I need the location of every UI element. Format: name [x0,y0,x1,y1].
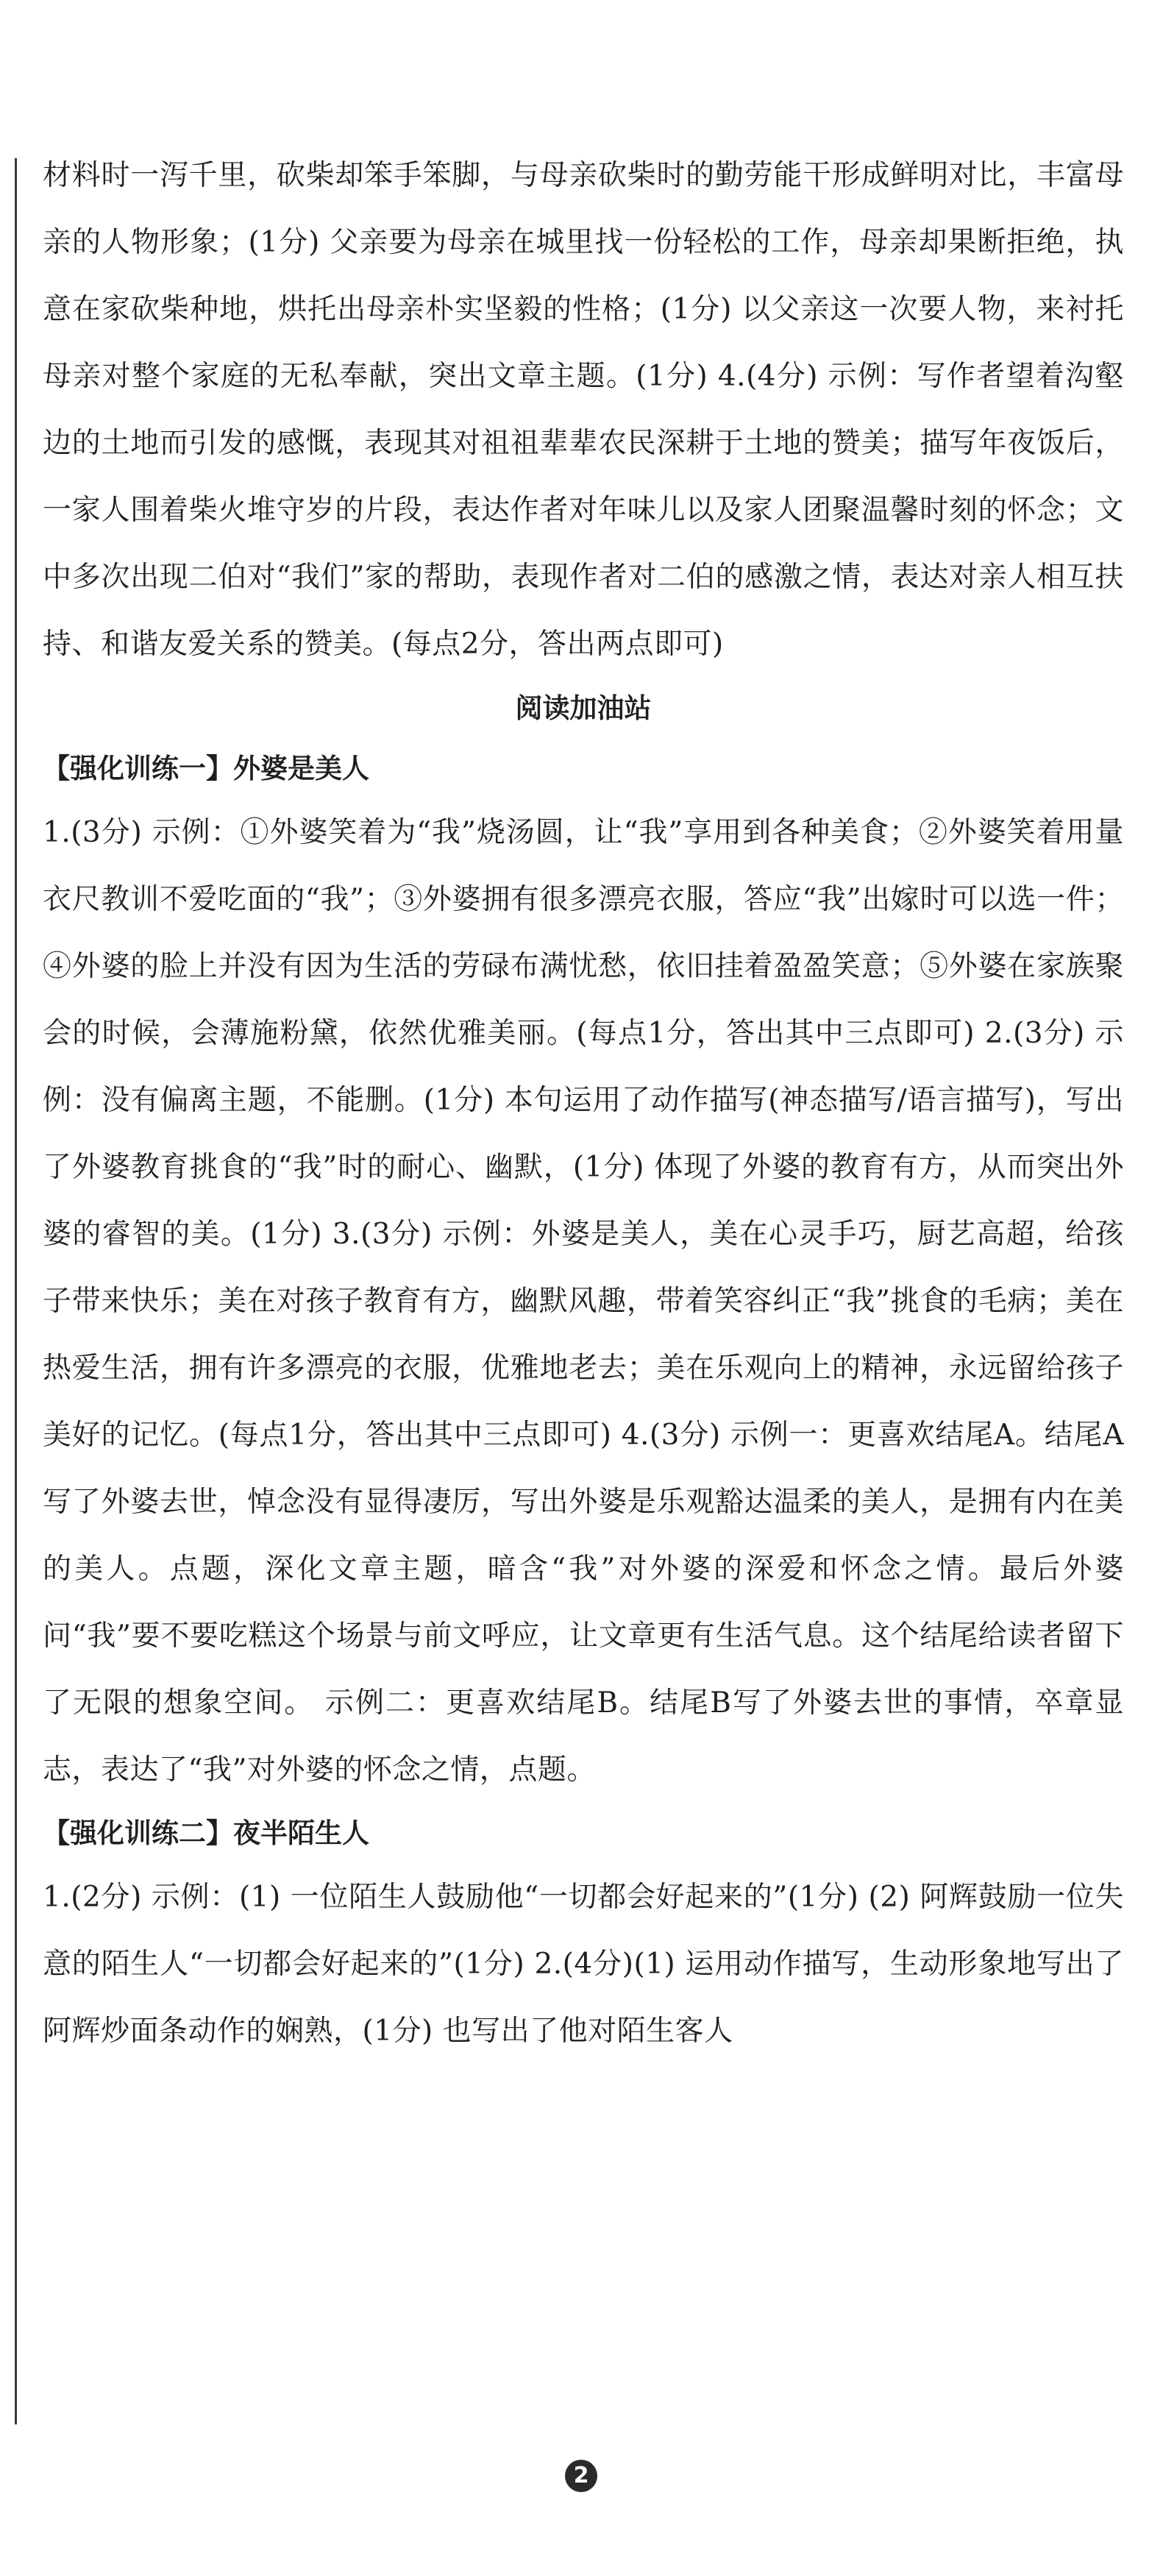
margin-line [15,158,17,2424]
answer-paragraph-continued: 材料时一泻千里，砍柴却笨手笨脚，与母亲砍柴时的勤劳能干形成鲜明对比，丰富母亲的人物形象；(1分) 父亲要为母亲在城里找一份轻松的工作，母亲却果断拒绝，执意在家砍柴种地，烘托出母亲朴实坚毅的性格；(1分) 以父亲这一次要人物，来衬托母亲对整个家庭的无私奉献，突出文章主题。(1分) 4.(4分) 示例：写作者望着沟壑边的土地而引发的感慨，表现其对祖祖辈辈农民深耕于土地的赞美；描写年夜饭后，一家人围着柴火堆守岁的片段，表达作者对年味儿以及家人团聚温馨时刻的怀念；文中多次出现二伯对“我们”家的帮助，表现作者对二伯的感激之情，表达对亲人相互扶持、和谐友爱关系的赞美。(每点2分，答出两点即可) [43,159,1124,661]
section-title: 阅读加油站 [515,692,652,724]
exercise-1-answers: 1.(3分) 示例：①外婆笑着为“我”烧汤圆，让“我”享用到各种美食；②外婆笑着用量衣尺教训不爱吃面的“我”；③外婆拥有很多漂亮衣服，答应“我”出嫁时可以选一件；④外婆的脸上并没有因为生活的劳碌布满忧愁，依旧挂着盈盈笑意；⑤外婆在家族聚会的时候，会薄施粉黛，依然优雅美丽。(每点1分，答出其中三点即可) 2.(3分) 示例：没有偏离主题，不能删。(1分) 本句运用了动作描写(神态描写/语言描写)，写出了外婆教育挑食的“我”时的耐心、幽默，(1分) 体现了外婆的教育有方，从而突出外婆的睿智的美。(1分) 3.(3分) 示例：外婆是美人，美在心灵手巧，厨艺高超，给孩子带来快乐；美在对孩子教育有方，幽默风趣，带着笑容纠正“我”挑食的毛病；美在热爱生活，拥有许多漂亮的衣服，优雅地老去；美在乐观向上的精神，永远留给孩子美好的记忆。(每点1分，答出其中三点即可) 4.(3分) 示例一：更喜欢结尾A。结尾A写了外婆去世，悼念没有显得凄厉，写出外婆是乐观豁达温柔的美人，是拥有内在美的美人。点题，深化文章主题，暗含“我”对外婆的深爱和怀念之情。最后外婆问“我”要不要吃糕这个场景与前文呼应，让文章更有生活气息。这个结尾给读者留下了无限的想象空间。 示例二：更喜欢结尾B。结尾B写了外婆去世的事情，卒章显志，表达了“我”对外婆的怀念之情，点题。 [43,816,1124,1786]
exercise-2-answers: 1.(2分) 示例：(1) 一位陌生人鼓励他“一切都会好起来的”(1分) (2) 阿辉鼓励一位失意的陌生人“一切都会好起来的”(1分) 2.(4分)(1) 运用动作描写，生动形象地写出了阿辉炒面条动作的娴熟，(1分) 也写出了他对陌生客人 [43,1881,1124,2048]
page-number: 2 [565,2460,597,2492]
exercise-heading-2: 【强化训练二】夜半陌生人 [43,1817,369,1849]
answer-content [43,142,1124,2065]
exercise-heading-1: 【强化训练一】外婆是美人 [43,753,369,784]
